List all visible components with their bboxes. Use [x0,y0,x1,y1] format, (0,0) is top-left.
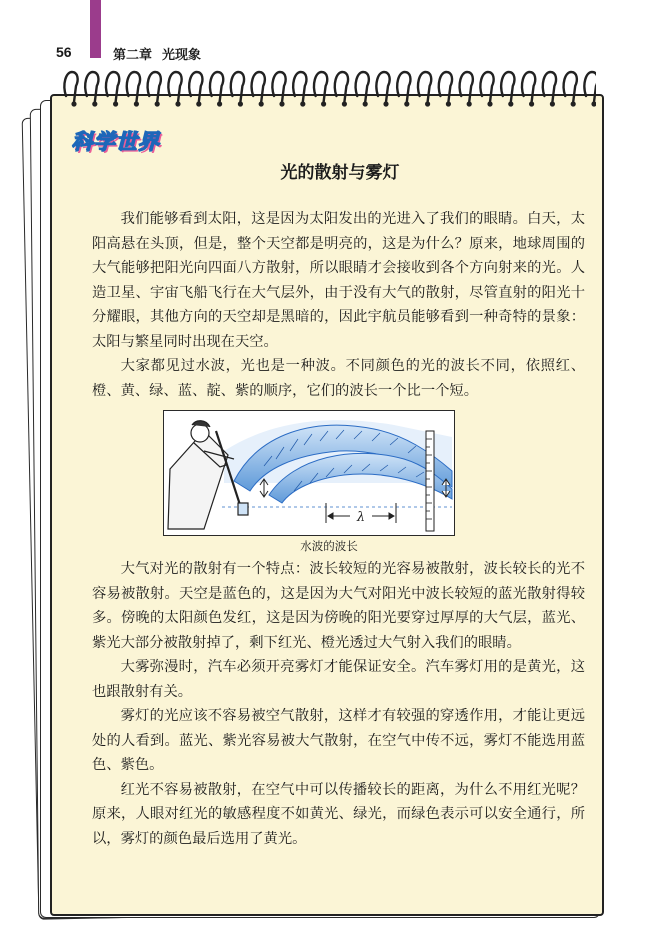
chapter-title: 光现象 [162,48,202,63]
spiral-ring [439,72,452,107]
spiral-ring [501,72,514,107]
chapter-label: 第二章 [113,48,153,63]
paragraph: 大雾弥漫时，汽车必须开亮雾灯才能保证安全。汽车雾灯用的是黄光，这也跟散射有关。 [92,659,585,700]
spiral-ring [376,72,389,107]
chapter-heading [113,44,201,63]
paragraph: 我们能够看到太阳，这是因为太阳发出的光进入了我们的眼睛。白天，太阳高悬在头顶，但是，整个天空都是明亮的，这是为什么？原来，地球周围的大气能够把阳光向四面八方散射，所以眼睛才会接收到各个方向射来的光。人造卫星、宇宙飞船飞行在大气层外，由于没有大气的散射，尽管直射的阳光十分耀眼，其他方向的天空却是黑暗的，因此宇航员能够看到一种奇特的景象：太阳与繁星同时出现在天空。 [92,211,585,350]
spiral-binding [56,66,596,110]
spiral-ring [335,72,348,107]
spiral-ring [210,72,223,107]
spiral-ring [418,72,431,107]
paragraph: 雾灯的光应该不容易被空气散射，这样才有较强的穿透作用，才能让更远处的人看到。蓝光、紫光容易被大气散射，在空气中传不远，雾灯不能选用蓝色、紫色。 [92,708,585,773]
section-title: 光的散射与雾灯 [280,163,400,183]
spiral-ring [64,72,77,107]
spiral-ring [252,72,265,107]
paragraph: 大家都见过水波，光也是一种波。不同颜色的光的波长不同，依照红、橙、黄、绿、蓝、靛、紫的顺序，它们的波长一个比一个短。 [92,358,585,399]
spiral-ring [564,72,577,107]
spiral-ring [480,72,493,107]
spiral-ring [106,72,119,107]
science-world-logo: 科学世界 [72,130,160,154]
water-wave-figure [163,410,455,536]
spiral-ring [231,72,244,107]
water-wave-illustration [164,411,454,535]
spiral-ring [127,72,140,107]
chapter-tab-marker [90,0,101,58]
spiral-ring [584,72,596,107]
page-number: 56 [56,44,72,60]
spiral-ring [272,72,285,107]
text-block-main [92,557,585,851]
spiral-ring [189,72,202,107]
spiral-ring [293,72,306,107]
spiral-ring [85,72,98,107]
paragraph: 大气对光的散射有一个特点：波长较短的光容易被散射，波长较长的光不容易被散射。天空是蓝色的，这是因为大气对阳光中波长较短的蓝光散射得较多。傍晚的太阳颜色发红，这是因为傍晚的阳光要穿过厚厚的大气层，蓝光、紫光大部分被散射掉了，剩下红光、橙光透过大气射入我们的眼睛。 [92,561,585,651]
figure-caption: 水波的波长 [300,539,358,553]
lambda-label: λ [356,510,366,525]
spiral-ring [168,72,181,107]
spiral-ring [356,72,369,107]
spiral-ring [397,72,410,107]
spiral-ring [460,72,473,107]
spiral-ring [148,72,161,107]
measuring-ruler [426,431,434,531]
spiral-ring [522,72,535,107]
spiral-ring [314,72,327,107]
spiral-ring [543,72,556,107]
paragraph: 红光不容易被散射，在空气中可以传播较长的距离，为什么不用红光呢？原来，人眼对红光的敏感程度不如黄光、绿光，而绿色表示可以安全通行，所以，雾灯的颜色最后选用了黄光。 [92,781,585,847]
text-block-intro [92,207,585,403]
